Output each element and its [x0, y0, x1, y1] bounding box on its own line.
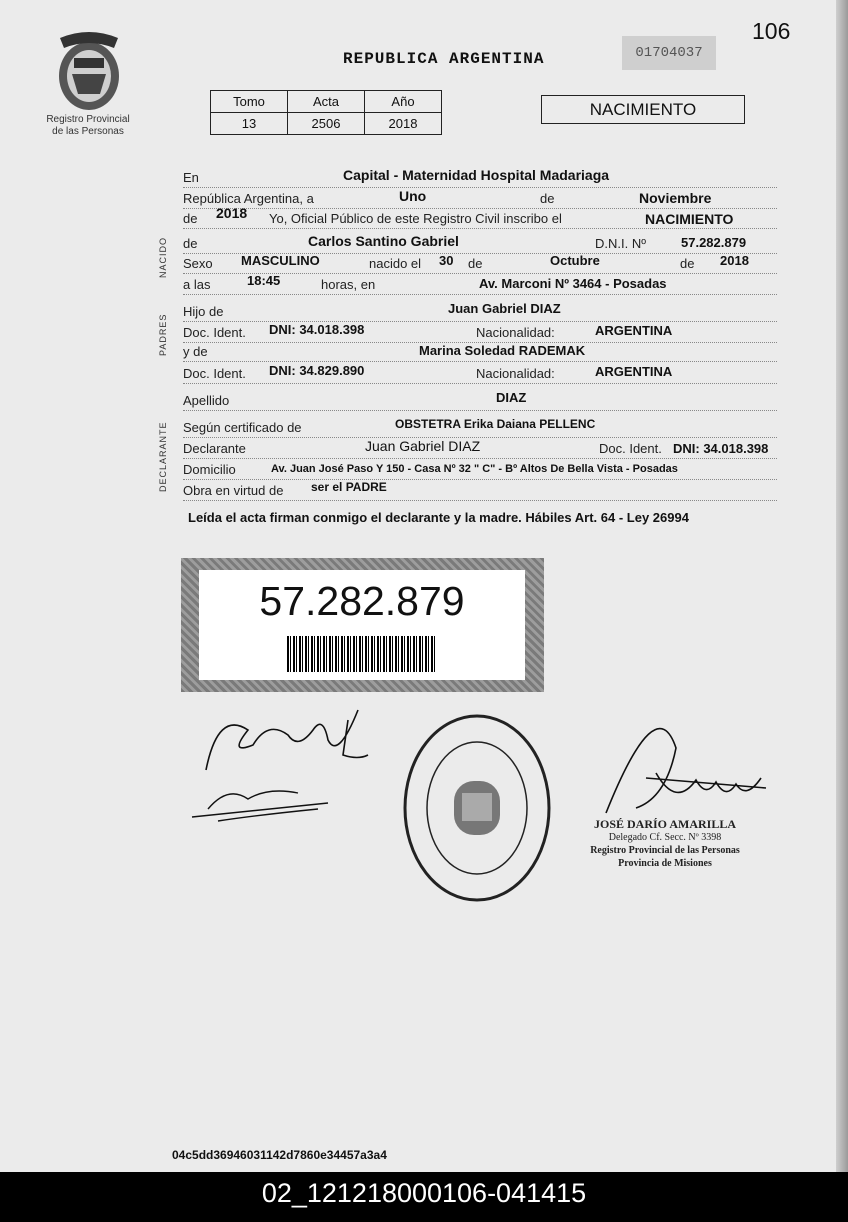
label-declarante: Declarante [183, 441, 246, 456]
label-dni: D.N.I. Nº [595, 236, 646, 251]
row-date [183, 188, 777, 209]
label-hijo-de: Hijo de [183, 304, 224, 319]
value-surname: DIAZ [496, 390, 527, 405]
value-month-word: Noviembre [639, 190, 712, 206]
section-label-padres: PADRES [158, 313, 168, 356]
registry-value-tomo: 13 [211, 113, 288, 135]
row-declarant [183, 438, 777, 459]
row-mother-name [183, 341, 777, 362]
label-a-las: a las [183, 277, 211, 292]
row-sex-birth [183, 253, 777, 274]
value-child-dni: 57.282.879 [681, 235, 747, 250]
label-obra: Obra en virtud de [183, 483, 284, 498]
label-de-year: de [183, 211, 198, 226]
closing-statement: Leída el acta firman conmigo el declarante y la madre. Hábiles Art. 64 - Ley 26994 [188, 510, 689, 525]
label-father-nationality: Nacionalidad: [476, 325, 555, 340]
value-mother-doc: DNI: 34.829.890 [269, 363, 365, 378]
label-declarant-doc: Doc. Ident. [599, 441, 662, 456]
page-number: 106 [752, 18, 791, 44]
row-child-name [183, 233, 777, 254]
logo-caption-text: Registro Provincial de las Personas [46, 114, 130, 137]
value-declarant-name: Juan Gabriel DIAZ [365, 438, 481, 454]
label-domicilio: Domicilio [183, 462, 236, 477]
registry-header-acta: Acta [288, 91, 365, 113]
value-father-doc: DNI: 34.018.398 [269, 322, 365, 337]
value-year: 2018 [216, 205, 248, 221]
document-type: NACIMIENTO [541, 95, 745, 124]
dni-sticker-inner [199, 570, 525, 680]
value-certificate: OBSTETRA Erika Daiana PELLENC [395, 417, 596, 431]
mother-signature [188, 775, 338, 830]
value-sex: MASCULINO [241, 253, 320, 268]
label-sexo: Sexo [183, 256, 213, 271]
official-name: JOSÉ DARÍO AMARILLA [593, 817, 737, 831]
serial-number: 01704037 [622, 36, 716, 70]
label-nacido-el: nacido el [369, 256, 422, 271]
row-father-name [183, 301, 777, 322]
registry-value-acta: 2506 [288, 113, 365, 135]
value-declarant-doc: DNI: 34.018.398 [673, 441, 769, 456]
label-de-name: de [183, 236, 198, 251]
value-place: Capital - Maternidad Hospital Madariaga [343, 167, 610, 183]
provincial-seal-logo [50, 30, 128, 114]
official-province: Provincia de Misiones [618, 858, 712, 869]
row-surname [183, 390, 777, 411]
value-time: 18:45 [247, 273, 281, 288]
registry-table [210, 90, 442, 135]
registry-value-ano: 2018 [365, 113, 442, 135]
label-de-birth-year: de [680, 256, 695, 271]
registry-header-tomo: Tomo [211, 91, 288, 113]
document-hash: 04c5dd36946031142d7860e34457a3a4 [172, 1148, 387, 1162]
value-father-name: Juan Gabriel DIAZ [448, 301, 561, 316]
row-father-doc [183, 322, 777, 343]
label-mother-nationality: Nacionalidad: [476, 366, 555, 381]
label-de-birth-month: de [468, 256, 483, 271]
value-day-word: Uno [399, 188, 427, 204]
value-capacity: ser el PADRE [311, 480, 387, 494]
value-birth-address: Av. Marconi Nº 3464 - Posadas [479, 276, 667, 291]
section-label-declarante: DECLARANTE [158, 421, 168, 492]
label-apellido: Apellido [183, 393, 230, 408]
section-label-nacido: NACIDO [158, 236, 168, 278]
label-republica: República Argentina, a [183, 191, 314, 206]
label-mother-doc: Doc. Ident. [183, 366, 246, 381]
footer-caption: 02_121218000106-041415 [0, 1172, 848, 1222]
dni-sticker [181, 558, 544, 692]
value-child-name: Carlos Santino Gabriel [308, 233, 459, 249]
official-signature [596, 718, 776, 828]
registry-header-ano: Año [365, 91, 442, 113]
row-year [183, 205, 777, 229]
row-time-address [183, 274, 777, 295]
label-father-doc: Doc. Ident. [183, 325, 246, 340]
row-capacity [183, 480, 777, 501]
father-signature [198, 700, 373, 780]
label-y-de: y de [183, 344, 208, 359]
page-edge-shadow [836, 0, 848, 1172]
official-name-stamp [565, 818, 765, 870]
value-father-nationality: ARGENTINA [595, 323, 673, 338]
country-title: REPUBLICA ARGENTINA [343, 50, 545, 68]
dni-sticker-number: 57.282.879 [259, 578, 465, 624]
value-birth-month: Octubre [550, 253, 600, 268]
row-mother-doc [183, 363, 777, 384]
official-role: Delegado Cf. Secc. Nº 3398 [608, 832, 722, 843]
barcode [287, 636, 437, 672]
value-birth-day: 30 [439, 253, 454, 268]
logo-caption [20, 114, 156, 138]
label-officer: Yo, Oficial Público de este Registro Civil inscribo el [269, 211, 562, 226]
row-place [183, 167, 777, 188]
value-mother-nationality: ARGENTINA [595, 364, 673, 379]
label-de-month: de [540, 191, 555, 206]
value-domicile: Av. Juan José Paso Y 150 - Casa Nº 32 " C" - Bº Altos De Bella Vista - Posadas [271, 463, 678, 475]
value-birth-year: 2018 [720, 253, 749, 268]
official-seal-stamp [402, 713, 552, 903]
label-certificado: Según certificado de [183, 420, 302, 435]
label-horas: horas, en [321, 277, 376, 292]
official-office: Registro Provincial de las Personas [590, 845, 740, 856]
value-mother-name: Marina Soledad RADEMAK [419, 343, 586, 358]
row-certificate [183, 417, 777, 438]
row-domicile [183, 459, 777, 480]
value-inscription: NACIMIENTO [645, 211, 734, 227]
label-en: En [183, 170, 199, 185]
